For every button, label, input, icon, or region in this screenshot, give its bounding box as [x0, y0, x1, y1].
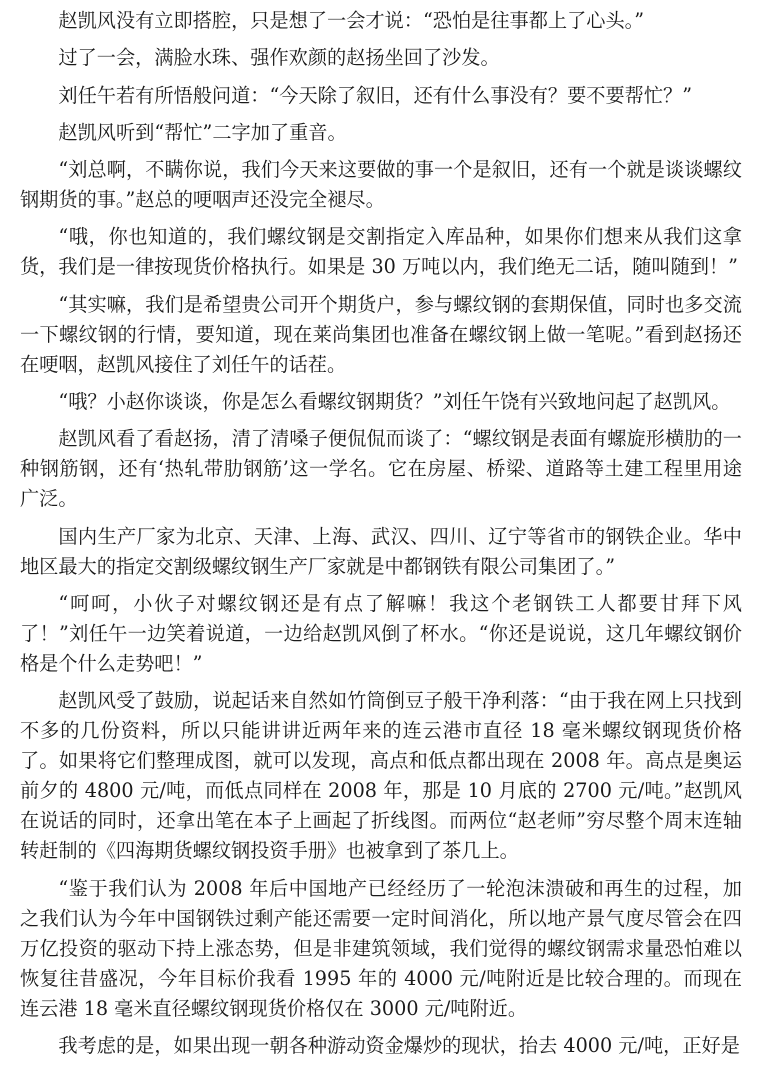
paragraph: “哦？小赵你谈谈，你是怎么看螺纹钢期货？”刘任午饶有兴致地问起了赵凯风。: [58, 390, 731, 414]
paragraph: 赵凯风听到“帮忙”二字加了重音。: [58, 120, 347, 144]
paragraph: 赵凯风受了鼓励，说起话来自然如竹筒倒豆子般干净利落：“由于我在网上只找到不多的几份资料，所以只能讲讲近两年来的连云港市直径 18 毫米螺纹钢现货价格了。如果将它们整理成图，就可以发现，高点和低点都出现在 2008 年。高点是奥运前夕的 4800 元/吨，而低点同样在 2008 年，那是 10 月底的 2700 元/吨。”赵凯风在说话的同时，还拿出笔在本子上画起了折线图。而两位“赵老师”穷尽整个周末连轴转赶制的《四海期货螺纹钢投资手册》也被拿到了茶几上。: [20, 689, 742, 863]
paragraph: “呵呵，小伙子对螺纹钢还是有点了解嘛！我这个老钢铁工人都要甘拜下风了！”刘任午一边笑着说道，一边给赵凯风倒了杯水。“你还是说说，这几年螺纹钢价格是个什么走势吧！”: [20, 591, 742, 675]
paragraph: 国内生产厂家为北京、天津、上海、武汉、四川、辽宁等省市的钢铁企业。华中地区最大的指定交割级螺纹钢生产厂家就是中都钢铁有限公司集团了。”: [20, 524, 742, 578]
paragraph: 过了一会，满脸水珠、强作欢颜的赵扬坐回了沙发。: [58, 46, 500, 70]
paragraph: “其实嘛，我们是希望贵公司开个期货户，参与螺纹钢的套期保值，同时也多交流一下螺纹钢的行情，要知道，现在莱尚集团也准备在螺纹钢上做一笔呢。”看到赵扬还在哽咽，赵凯风接住了刘任午的话茬。: [20, 292, 742, 376]
paragraph: “鉴于我们认为 2008 年后中国地产已经经历了一轮泡沫溃破和再生的过程，加之我们认为今年中国钢铁过剩产能还需要一定时间消化，所以地产景气度尽管会在四万亿投资的驱动下持上涨态势，但是非建筑领域，我们觉得的螺纹钢需求量恐怕难以恢复往昔盛况，今年目标价我看 1995 年的 4000 元/吨附近是比较合理的。而现在连云港 18 毫米直径螺纹钢现货价格仅在 3000 元/吨附近。: [20, 876, 742, 1020]
paragraph: 我考虑的是，如果出现一朝各种游动资金爆炒的现状，抬去 4000 元/吨，正好是: [58, 1033, 740, 1057]
paragraph: 赵凯风看了看赵扬，清了清嗓子便侃侃而谈了：“螺纹钢是表面有螺旋形横肋的一种钢筋钢，还有‘热轧带肋钢筋’这一学名。它在房屋、桥梁、道路等土建工程里用途广泛。: [20, 427, 742, 511]
paragraph: “刘总啊，不瞒你说，我们今天来这要做的事一个是叙旧，还有一个就是谈谈螺纹钢期货的事。”赵总的哽咽声还没完全褪尽。: [20, 158, 742, 212]
paragraph: 赵凯风没有立即搭腔，只是想了一会才说：“恐怕是往事都上了心头。”: [58, 9, 645, 32]
paragraph: 刘任午若有所悟般问道：“今天除了叙旧，还有什么事没有？要不要帮忙？”: [58, 83, 693, 107]
document-page: [20, 6, 742, 1068]
paragraph: “哦，你也知道的，我们螺纹钢是交割指定入库品种，如果你们想来从我们这拿货，我们是一律按现货价格执行。如果是 30 万吨以内，我们绝无二话，随叫随到！”: [20, 225, 742, 279]
